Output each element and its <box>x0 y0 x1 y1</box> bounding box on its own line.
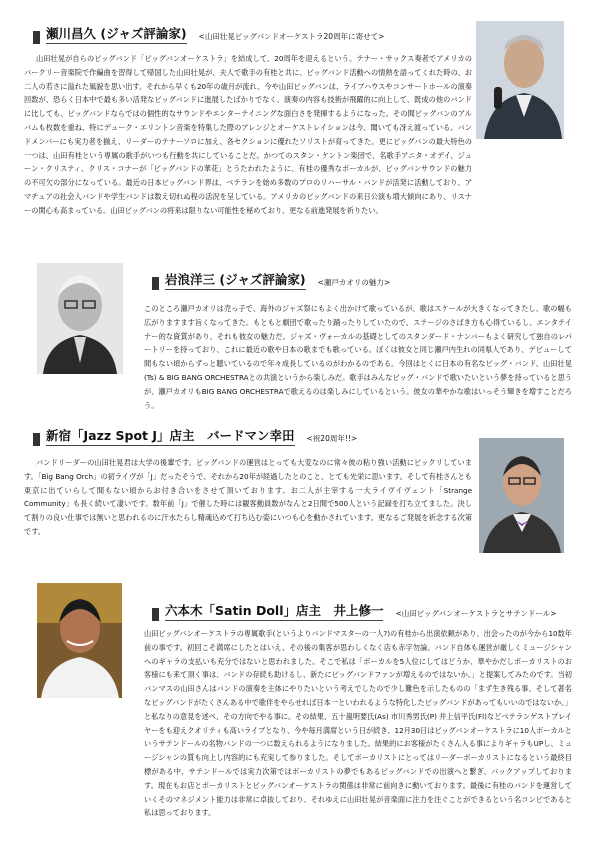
section-subtitle: <山田壮晃ビッグバンドオーケストラ20周年に寄せて> <box>198 32 385 41</box>
paragraph: 山田ビッグバンオーケストラの専属歌手(というよりバンドマスターの一人?)の有桂から出演依頼があり、出会ったのが今から10数年前の事です。初回こそ満席にしたとはいえ、その後の集客が思わしくなく店も赤字勿論、バンド自体も運営が厳しくミュージシャンへのギャラの支払いも充分ではないと思われました。そこで私は「ボーカルを5人位にしてはどうか、華やかだしボーカリストのお客様にも来て頂く事は、バンドの存続も助けるし、新たにビッグバンドファンが増えるのではないか。」と提案してみたのです。当初バンマスの山田さんはバンドの演奏を主体にやりたいという考えでしたので少し難色を示したものの「まず生き残る事、そして著名なビッグバンドがたくさんある中で歌伴をやらせれば日本一といわれるような特化したビッグバンドがあってもいいのではないか。」と私なりの意見を述べ、その方向でやる事に。その結果、五十嵐明要氏(As) 市川秀男氏(P) 井上信平氏(Fl)などベテランゲストプレイヤーをも迎えクオリティも高いライブとなり、今や毎月満席という日が続き、12月30日はビッグバンオーケストラに10人ボーカルというサテンドールの名物バンドの一つに数えられるようになりました。結果的にお客様がたくさん入る事によりギャラもUPし、ミュージシャンの質も向上し内容的にも充実して参りました。そしてボーカリストにとってはリーダーボーカリストになるという最終目標がある中、サテンドールでは実力次第ではボーカリストの夢でもあるビッグバンドでの出演へと繋ぎ、バックアップしております。現在もお店とボーカリストとビッグバンオーケストラの関係は非常に前向きに動いております。最後に有桂のバンドを運営していくそのマネジメント能力は非常に卓抜しており、それゆえに山田壮晃が音楽面に注力を注ぐことができるという名コンビであると私は思っております。 <box>144 629 572 818</box>
section-inoue <box>0 575 600 846</box>
author-photo <box>479 438 564 553</box>
section-subtitle: <山田ビッグバンオーケストラとサテンドール> <box>395 609 557 618</box>
author-name: 岩浪洋三 (ジャズ評論家) <box>165 270 306 290</box>
heading-bar <box>33 433 40 446</box>
section-heading <box>152 270 390 290</box>
section-subtitle: <瀬戸カオリの魅力> <box>317 278 391 287</box>
section-segawa <box>0 0 600 250</box>
section-body <box>24 627 572 820</box>
author-photo <box>476 21 564 139</box>
section-iwanami <box>0 250 600 410</box>
section-birdman <box>0 410 600 575</box>
author-name: 六本木「Satin Doll」店主 井上修一 <box>165 601 383 621</box>
section-heading <box>152 601 556 621</box>
section-body <box>24 456 472 539</box>
heading-bar <box>33 31 40 44</box>
heading-bar <box>152 608 159 621</box>
heading-bar <box>152 277 159 290</box>
section-subtitle: <祝20周年!!> <box>306 434 358 443</box>
author-name: 瀬川昌久 (ジャズ評論家) <box>46 24 187 44</box>
section-body <box>24 302 572 412</box>
section-heading <box>33 24 384 44</box>
section-heading <box>33 426 357 446</box>
paragraph: バンドリーダーの山田壮晃君は大学の後輩です。ビッグバンドの運営はとっても大変なのに常々彼の粘り強い活動にビックリしています。「Big Bang Orch」の初ライヴが「J」だったそうで、それから20年が経過したとのこと、とても光栄に思います。そして有桂さんとも東京に出ていらして間もない頃からお付き合いをさせて頂いております。お二人が主宰する一大ライヴイヴェント「Strange Community」も長く続いて凄いです。数年前「J」で催した時には観客動員数がなんと2日間で500人という記録を打ち立てました。決して割りの良い仕事では無いと思われるのに汗水たらし精魂込めて打ち込む姿にいつも心を動かされています。更なるご発展を祈念する次第です。 <box>24 458 472 536</box>
paragraph: 山田壮晃が自らのビッグバンド「ビッグバンオーケストラ」を結成して、20周年を迎えるという。テナー・サックス奏者でアメリカのバークリー音楽院で作編曲を習得して帰国した山田壮晃が、夫人で歌手の有桂と共に、ビッグバンド活動への情熱を語ってくれた時の、お二人の若さに溢れた風貌を思い出す。それから早くも20年の歳月が流れ、今や山田ビッグバンは、ライブハウスやコンサートホールの演奏回数が、恐らく日本中で最も多い活発なビッグバンドに進展したばかりでなく、演奏の内容も技術が飛躍的に向上して、既成の他のバンドに比しても、ビッグバンドならではの個性的なサウンドやエンターテイニングな面白さを発揮するようになった。その間ビッグバンのアルバムも枚数を重ね、特にデューク・エリントン音楽を特集した際のアレンジとオーケストレイションは今、聞いても冴え渡っている。バンドメンバーにも実力者を揃え、リーダーのテナーソロに加え、各セクションに優れたソリストが育ってきた。更にビッグバンの最大特色の一つは、山田有桂という専属の歌手がいつも行動を共にしていることだ。かつてのスタン・ケントン楽団で、名歌手アニタ・オデイ、ジューン・クリスティ、クリス・コナーが「ビッグバンドの華花」とうたわれたように、有桂の優秀なボーカルが、ビッグバンサウンドの魅力の不可欠の部分になっている。最近の日本ビッグバンド界は、ベテランを始め多数のプロのリハーサル・バンドが活発に活動しており、アマチュアの社会人バンドや学生バンドは数え切れぬ程の活況を呈している。アメリカのビッグバンドの来日公演も増大傾向にあり、リスナーの関心も高まっている。山田ビッグバンの将来は限りない可能性を秘めており、更なる前進発展を祈りたい。 <box>24 54 472 215</box>
section-body <box>24 52 472 218</box>
author-name: 新宿「Jazz Spot J」店主 バードマン幸田 <box>46 426 295 446</box>
portrait-image <box>476 21 564 139</box>
portrait-image <box>479 438 564 553</box>
paragraph: このところ瀬戸カオリは売っ子で、海外のジャズ祭にもよく出かけて歌っているが、歌はスケールが大きくなってきたし、歌の幅も広がりますます旨くなってきた。もともと劇団で歌ったり踊ったりしていたので、ステージのさばき方も心得ているし、エンタテイナー的な資質があり、それも彼女の魅力だ。ジャズ・ヴォーカルの基礎としてのスタンダード・ナンバーもよく研究して独自のレパートリーを持っており、これに最近の歌や日本の歌までも歌っている。ぼくは彼女と同じ瀬戸内生れの同県人であり、デビューして間もない頃からずっと聴いているので年々成長しているのがわかるのである。今回はとくに日本の有名なビッグ・バンド、山田壮晃(Ts) & BIG BANG ORCHESTRAとの共演というから楽しみだ。歌手はみんなビッグ・バンドで歌いたいという夢を持っていると思うが、瀬戸カオリもBIG BANG ORCHESTRAで歌えるのは楽しみにしているという。彼女の華やかな歌はいっそう輝きを増すことだろう。 <box>144 304 572 410</box>
